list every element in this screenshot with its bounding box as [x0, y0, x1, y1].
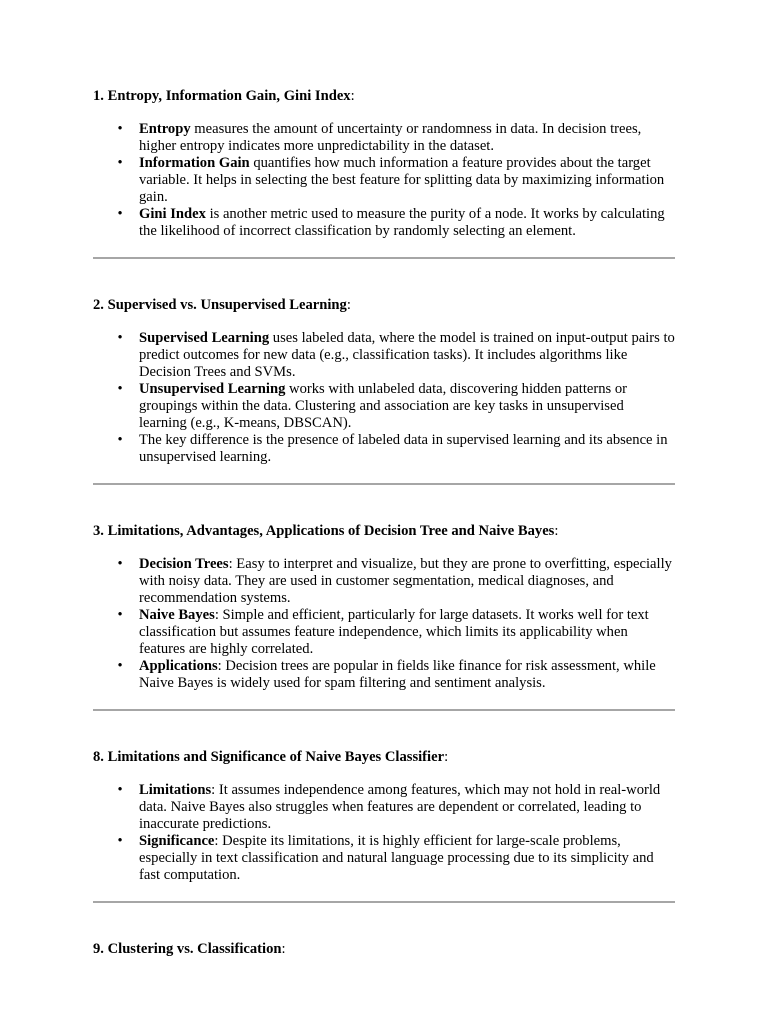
bullet-icon: •: [117, 381, 123, 397]
section-heading-colon: :: [346, 297, 351, 313]
list-item: [117, 833, 675, 884]
bullet-icon: •: [117, 121, 123, 137]
list-item-text: : Despite its limitations, it is highly efficient for large-scale problems, especially in text classification and natural language processing due to its simplicity and fast computation.: [139, 833, 654, 883]
bullet-list: [93, 556, 675, 692]
section-heading-text: 2. Supervised vs. Unsupervised Learning: [93, 297, 347, 313]
list-item-text: uses labeled data, where the model is trained on input-output pairs to predict outcomes for new data (e.g., classification tasks). It includes algorithms like Decision Trees and SVMs.: [139, 330, 675, 380]
list-item-text: is another metric used to measure the purity of a node. It works by calculating the likelihood of incorrect classification by randomly selecting an element.: [139, 206, 665, 239]
list-item-term: Entropy: [139, 121, 191, 137]
section-heading: [93, 749, 675, 766]
section-clustering-classification: [93, 941, 675, 958]
section-heading-text: 1. Entropy, Information Gain, Gini Index: [93, 88, 351, 104]
list-item-term: Naive Bayes: [139, 607, 215, 623]
list-item: [117, 121, 675, 155]
list-item-term: Significance: [139, 833, 215, 849]
section-heading-text: 3. Limitations, Advantages, Applications of Decision Tree and Naive Bayes: [93, 523, 555, 539]
list-item: [117, 155, 675, 206]
bullet-icon: •: [117, 330, 123, 346]
section-supervised-unsupervised: [93, 297, 675, 485]
bullet-list: [93, 121, 675, 240]
section-spacer: [93, 259, 675, 297]
list-item-text: measures the amount of uncertainty or randomness in data. In decision trees, higher entropy indicates more unpredictability in the dataset.: [139, 121, 642, 154]
section-decision-tree-naive-bayes: [93, 523, 675, 711]
list-item: [117, 782, 675, 833]
bullet-icon: •: [117, 658, 123, 674]
list-item-term: Gini Index: [139, 206, 206, 222]
section-heading-colon: :: [444, 749, 449, 765]
list-item-term: Information Gain: [139, 155, 250, 171]
section-spacer: [93, 711, 675, 749]
list-item: [117, 206, 675, 240]
list-item: [117, 607, 675, 658]
section-heading-text: 9. Clustering vs. Classification: [93, 941, 282, 957]
document-page: [93, 88, 675, 958]
list-item-text: : Simple and efficient, particularly for large datasets. It works well for text classification but assumes feature independence, which limits its applicability when features are highly correlated.: [139, 607, 649, 657]
bullet-list: [93, 330, 675, 466]
list-item: [117, 556, 675, 607]
section-heading-colon: :: [554, 523, 559, 539]
list-item-text: : Decision trees are popular in fields like finance for risk assessment, while Naive Bayes is widely used for spam filtering and sentiment analysis.: [139, 658, 656, 691]
section-spacer: [93, 903, 675, 941]
section-heading: [93, 88, 675, 105]
list-item-term: Applications: [139, 658, 218, 674]
list-item-text: works with unlabeled data, discovering hidden patterns or groupings within the data. Clustering and association are key tasks in unsupervised learning (e.g., K-means, DBSCAN).: [139, 381, 628, 431]
section-heading: [93, 941, 675, 958]
list-item: [117, 381, 675, 432]
list-item-text: : It assumes independence among features, which may not hold in real-world data. Naive Bayes also struggles when features are dependent or correlated, leading to inaccurate predictions.: [139, 782, 661, 832]
bullet-icon: •: [117, 206, 123, 222]
section-heading: [93, 297, 675, 314]
bullet-icon: •: [117, 556, 123, 572]
list-item-text: quantifies how much information a feature provides about the target variable. It helps in selecting the best feature for splitting data by maximizing information gain.: [139, 155, 665, 205]
list-item: [117, 432, 675, 466]
section-heading-colon: :: [350, 88, 355, 104]
section-spacer: [93, 485, 675, 523]
list-item: [117, 658, 675, 692]
bullet-icon: •: [117, 782, 123, 798]
bullet-icon: •: [117, 607, 123, 623]
list-item-term: Supervised Learning: [139, 330, 270, 346]
list-item-text: The key difference is the presence of labeled data in supervised learning and its absence in unsupervised learning.: [139, 432, 668, 465]
list-item-text: : Easy to interpret and visualize, but they are prone to overfitting, especially with noisy data. They are used in customer segmentation, medical diagnoses, and recommendation systems.: [139, 556, 672, 606]
list-item-term: Decision Trees: [139, 556, 229, 572]
section-naive-bayes-significance: [93, 749, 675, 903]
list-item: [117, 330, 675, 381]
section-heading: [93, 523, 675, 540]
bullet-list: [93, 782, 675, 884]
bullet-icon: •: [117, 432, 123, 448]
bullet-icon: •: [117, 155, 123, 171]
section-heading-colon: :: [281, 941, 286, 957]
section-heading-text: 8. Limitations and Significance of Naive Bayes Classifier: [93, 749, 445, 765]
section-entropy: [93, 88, 675, 259]
list-item-term: Limitations: [139, 782, 212, 798]
list-item-term: Unsupervised Learning: [139, 381, 286, 397]
bullet-icon: •: [117, 833, 123, 849]
